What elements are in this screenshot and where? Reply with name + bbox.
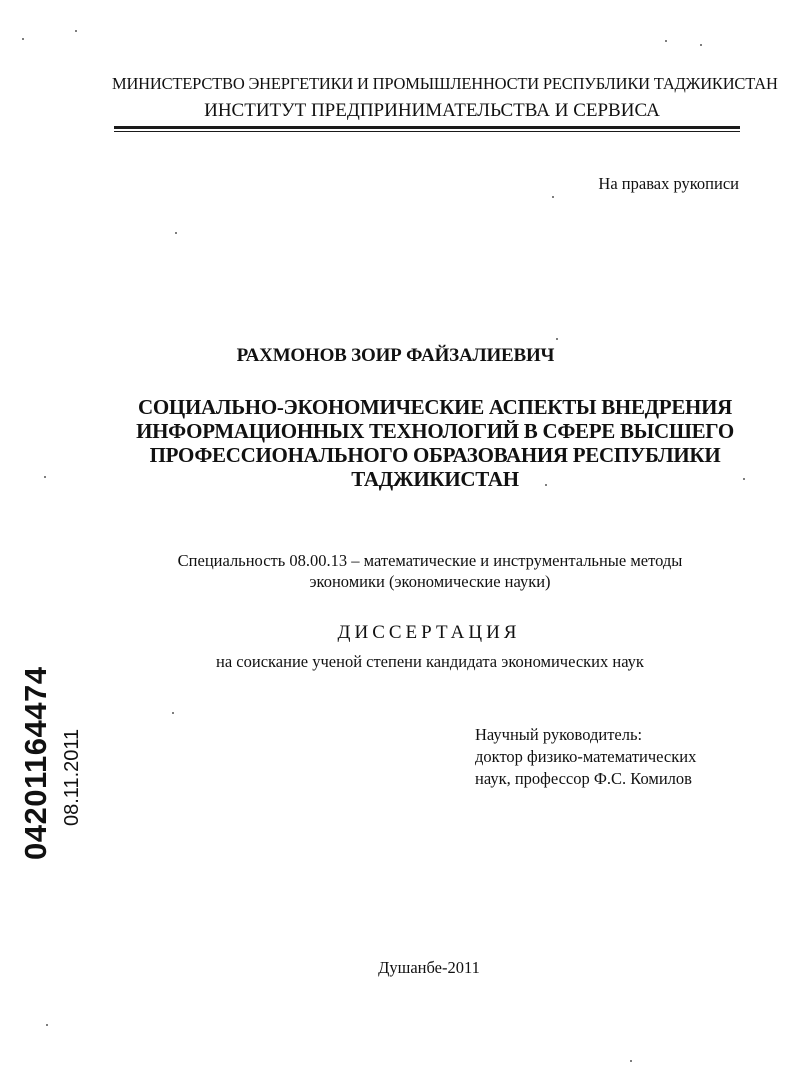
dissertation-title — [95, 395, 775, 491]
advisor-line: наук, профессор Ф.С. Комилов — [475, 769, 692, 788]
advisor-line: Научный руководитель: — [475, 725, 643, 744]
specialty-block — [120, 550, 740, 592]
scan-speck — [172, 712, 174, 714]
institute-heading: ИНСТИТУТ ПРЕДПРИНИМАТЕЛЬСТВА И СЕРВИСА — [204, 100, 660, 121]
scan-speck — [175, 232, 177, 234]
scan-speck — [556, 338, 558, 340]
title-line: СОЦИАЛЬНО-ЭКОНОМИЧЕСКИЕ АСПЕКТЫ ВНЕДРЕНИЯ — [138, 395, 732, 419]
scan-speck — [22, 38, 24, 40]
header-divider-thin — [114, 131, 740, 132]
city-year: Душанбе-2011 — [378, 958, 480, 977]
advisor-line: доктор физико-математических — [475, 747, 697, 766]
specialty-line: экономики (экономические науки) — [309, 572, 551, 591]
specialty-line: Специальность 08.00.13 – математические и инструментальные методы — [177, 551, 683, 570]
scan-speck — [545, 484, 547, 486]
scan-speck — [665, 40, 667, 42]
scan-speck — [743, 478, 745, 480]
header-divider-thick — [114, 126, 740, 129]
library-stamp-date: 08.11.2011 — [61, 728, 83, 826]
scan-speck — [700, 44, 702, 46]
title-line: ИНФОРМАЦИОННЫХ ТЕХНОЛОГИЙ В СФЕРЕ ВЫСШЕГО — [136, 419, 734, 443]
scan-speck — [46, 1024, 48, 1026]
scan-speck — [75, 30, 77, 32]
scan-speck — [44, 476, 46, 478]
ministry-heading: МИНИСТЕРСТВО ЭНЕРГЕТИКИ И ПРОМЫШЛЕННОСТИ РЕСПУБЛИКИ ТАДЖИКИСТАН — [112, 74, 778, 93]
author-name: РАХМОНОВ ЗОИР ФАЙЗАЛИЕВИЧ — [236, 345, 555, 366]
degree-line: на соискание ученой степени кандидата экономических наук — [216, 652, 644, 671]
scan-speck — [630, 1060, 632, 1062]
title-line: ТАДЖИКИСТАН — [351, 467, 519, 491]
manuscript-rights-note: На правах рукописи — [598, 174, 739, 193]
scientific-advisor — [475, 724, 765, 790]
document-type: ДИССЕРТАЦИЯ — [337, 622, 521, 643]
title-line: ПРОФЕССИОНАЛЬНОГО ОБРАЗОВАНИЯ РЕСПУБЛИКИ — [149, 443, 721, 467]
library-stamp-number: 04201164474 — [18, 666, 53, 860]
scan-speck — [552, 196, 554, 198]
